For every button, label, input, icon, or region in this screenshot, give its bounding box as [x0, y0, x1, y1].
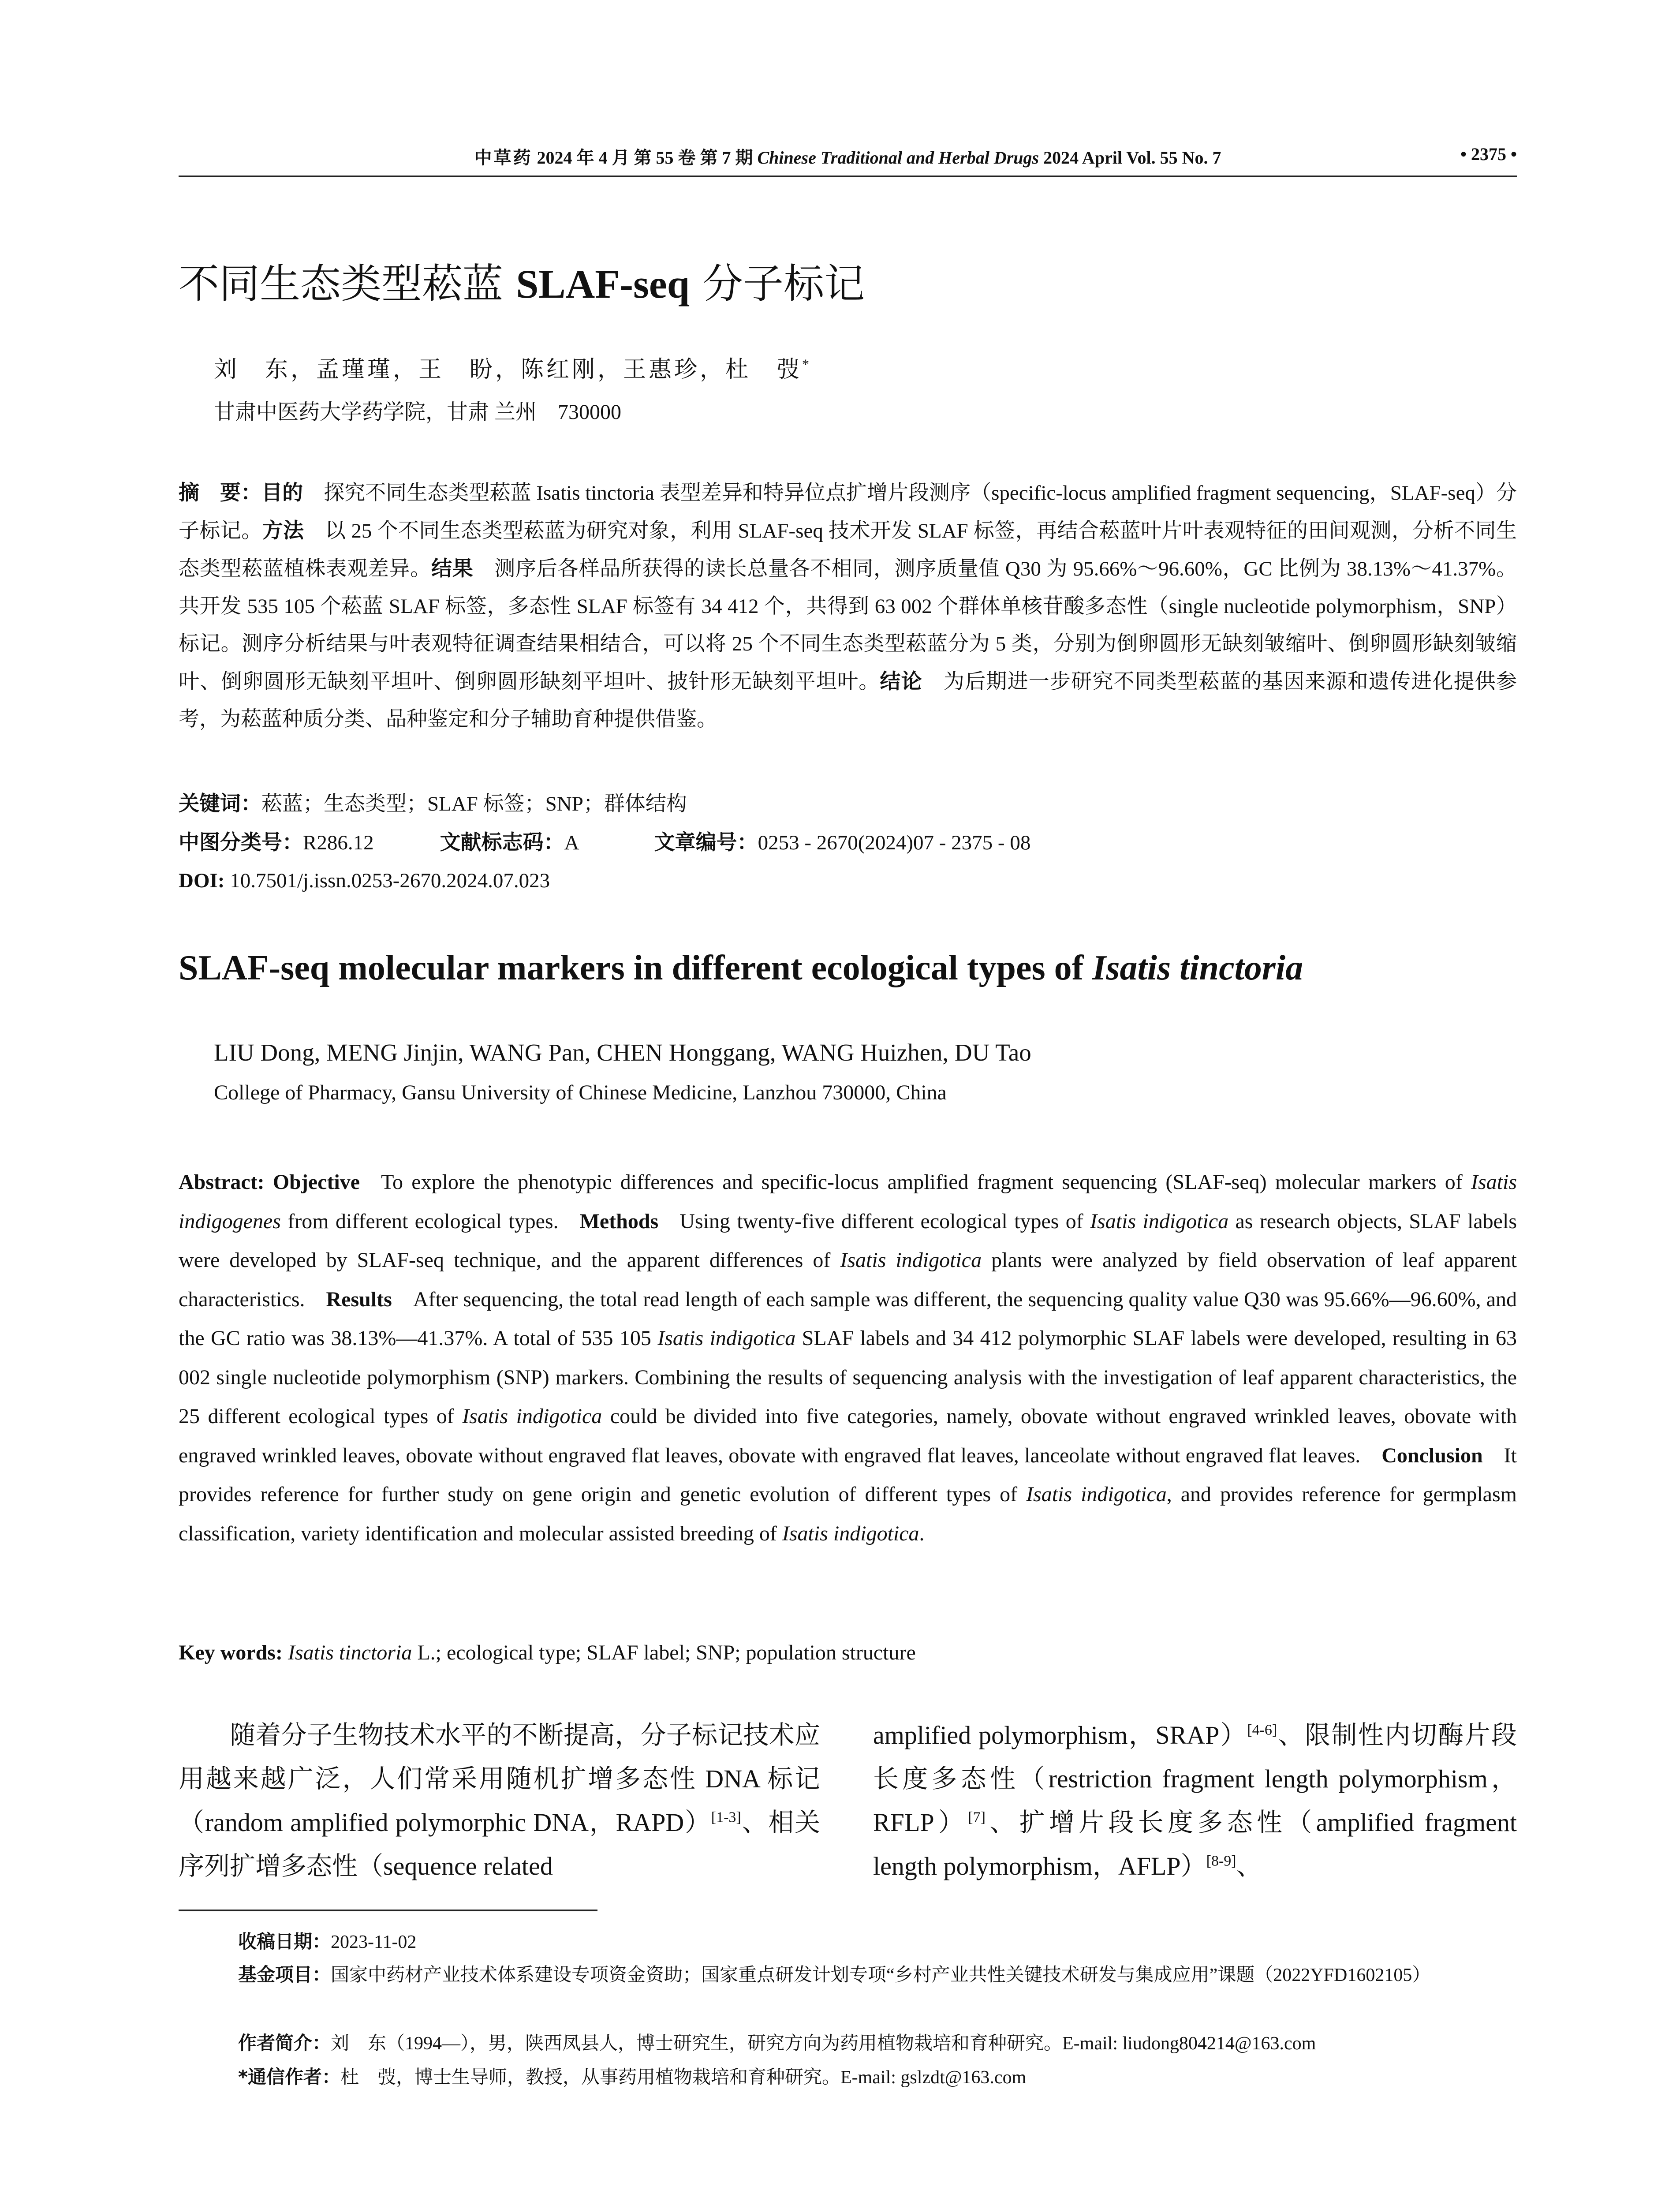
abstract-en-methods-end: plants were analyzed by field observation of leaf apparent characteristics.	[179, 1248, 1517, 1311]
doi-label: DOI:	[179, 869, 225, 892]
title-cn-part2: SLAF-seq	[516, 262, 690, 306]
authors-cn	[214, 351, 809, 384]
footnote-corresponding	[238, 2060, 1026, 2094]
journal-name-en: Chinese Traditional and Herbal Drugs	[757, 148, 1039, 168]
abstract-en-label: Abstract: Objective	[179, 1170, 360, 1194]
keywords-cn-text: 菘蓝；生态类型；SLAF 标签；SNP；群体结构	[261, 792, 687, 815]
title-en-part1: SLAF-seq molecular markers in different ecological types of	[179, 949, 1093, 987]
abstract-en-results-end: could be divided into five categories, namely, obovate without engraved wrinkled leaves, obovate with engraved wrinkled leaves, obovate without engraved flat leaves, obovate with engraved flat leaves, lanceolate without engraved flat leaves.	[179, 1405, 1517, 1467]
title-cn-part3: 分子标记	[689, 260, 865, 307]
authors-en: LIU Dong, MENG Jinjin, WANG Pan, CHEN Honggang, WANG Huizhen, DU Tao	[214, 1039, 1031, 1066]
page-number: • 2375 •	[1460, 144, 1517, 164]
abstract-en-species: Isatis indigotica	[657, 1327, 796, 1350]
classification-line	[179, 824, 1030, 862]
corresponding-label: *通信作者：	[238, 2066, 340, 2088]
doi-line	[179, 862, 550, 900]
citation-ref[interactable]: [4-6]	[1247, 1722, 1277, 1738]
issue-cn: 2024 年 4 月 第 55 卷 第 7 期	[537, 148, 753, 168]
title-cn	[179, 251, 865, 310]
abstract-cn-objective: 探究不同生态类型菘蓝 Isatis tinctoria 表型差异和特异位点扩增片段测序（specific-locus amplified fragment sequencing，SLAF-seq）分子标记。	[179, 482, 1517, 542]
abstract-en-conclusion-end: .	[919, 1521, 925, 1545]
abstract-en-species: Isatis indigotica	[840, 1248, 982, 1272]
body-right-text-end: 、	[1236, 1852, 1262, 1880]
author-bio-label: 作者简介：	[238, 2032, 331, 2054]
issue-en: 2024 April Vol. 55 No. 7	[1043, 148, 1221, 168]
footnote-author	[238, 2026, 1316, 2060]
abstract-en-objective-end: from different ecological types.	[280, 1209, 559, 1233]
abstract-en	[179, 1163, 1517, 1553]
abstract-en-methods-cont: as research objects, SLAF labels were developed by SLAF-seq technique, and the apparent differences of	[179, 1209, 1517, 1272]
header-rule	[179, 176, 1517, 177]
author-bio-text: 刘 东（1994—），男，陕西凤县人，博士研究生，研究方向为药用植物栽培和育种研究。E-mail: liudong804214@163.com	[331, 2033, 1316, 2054]
abstract-cn-objective-label: 目的	[261, 481, 303, 505]
body-column-left	[179, 1713, 820, 1888]
title-en	[179, 948, 1303, 988]
abstract-en-results: After sequencing, the total read length of each sample was different, the sequencing quality value Q30 was 95.66%—96.60%, and the GC ratio was 38.13%—41.37%. A total of 535 105	[179, 1287, 1517, 1350]
keywords-en-species: Isatis tinctoria	[282, 1641, 412, 1664]
corresponding-text: 杜 弢，博士生导师，教授，从事药用植物栽培和育种研究。E-mail: gslzdt@163.com	[340, 2067, 1027, 2088]
keywords-cn-label: 关键词：	[179, 792, 261, 816]
clc-value: R286.12	[303, 831, 374, 854]
citation-ref[interactable]: [7]	[968, 1809, 986, 1826]
title-cn-part1: 不同生态类型菘蓝	[179, 260, 516, 307]
affiliation-en: College of Pharmacy, Gansu University of Chinese Medicine, Lanzhou 730000, China	[214, 1081, 947, 1104]
body-right-text-cont: 、限制性内切酶片段长度多态性（restriction fragment length polymorphism，RFLP）	[873, 1721, 1517, 1837]
corresponding-mark: *	[802, 356, 810, 372]
footnote-rule	[179, 1910, 597, 1911]
abstract-cn-results: 测序后各样品所获得的读长总量各不相同，测序质量值 Q30 为 95.66%～96.60%，GC 比例为 38.13%～41.37%。共开发 535 105 个菘蓝 SLAF 标签，多态性 SLAF 标签有 34 412 个，共得到 63 002 个群体单核苷酸多态性（single nucleotide polymorphism，SNP）标记。测序分析结果与叶表观特征调查结果相结合，可以将 25 个不同生态类型菘蓝分为 5 类，分别为倒卵圆形无缺刻皱缩叶、倒卵圆形缺刻皱缩叶、倒卵圆形无缺刻平坦叶、倒卵圆形缺刻平坦叶、披针形无缺刻平坦叶。	[179, 557, 1517, 693]
abstract-cn-results-label: 结果	[431, 557, 474, 581]
keywords-en	[179, 1634, 916, 1671]
doi-value[interactable]: 10.7501/j.issn.0253-2670.2024.07.023	[224, 869, 550, 892]
journal-name-cn: 中草药	[474, 147, 533, 168]
keywords-en-label: Key words:	[179, 1641, 283, 1664]
citation-ref[interactable]: [1-3]	[711, 1809, 741, 1826]
abstract-cn	[179, 474, 1517, 738]
body-right-text-cont2: 、扩增片段长度多态性（amplified fragment length polymorphism，AFLP）	[873, 1808, 1517, 1880]
keywords-en-text: L.; ecological type; SLAF label; SNP; population structure	[412, 1641, 916, 1664]
abstract-en-species: Isatis indigogenes	[179, 1170, 1517, 1233]
abstract-cn-conclusion: 为后期进一步研究不同类型菘蓝的基因来源和遗传进化提供参考，为菘蓝种质分类、品种鉴定和分子辅助育种提供借鉴。	[179, 670, 1517, 731]
footnote-fund	[238, 1958, 1517, 1992]
header-journal-info	[179, 144, 1517, 169]
footnote-received	[238, 1925, 416, 1959]
abstract-en-species: Isatis indigotica	[1026, 1483, 1167, 1506]
affiliation-cn: 甘肃中医药大学药学院，甘肃 兰州 730000	[214, 400, 622, 424]
abstract-en-methods-label: Methods	[579, 1209, 659, 1233]
abstract-en-species: Isatis indigotica	[782, 1521, 919, 1545]
body-left-text-cont: 、相关序列扩增多态性（sequence related	[179, 1808, 820, 1880]
abstract-en-results-label: Results	[326, 1287, 392, 1311]
abstract-en-conclusion-label: Conclusion	[1381, 1443, 1483, 1467]
abstract-en-species: Isatis indigotica	[462, 1405, 602, 1428]
abstract-en-methods: Using twenty-five different ecological types of	[679, 1209, 1090, 1233]
abstract-cn-methods: 以 25 个不同生态类型菘蓝为研究对象，利用 SLAF-seq 技术开发 SLAF 标签，再结合菘蓝叶片叶表观特征的田间观测，分析不同生态类型菘蓝植株表观差异。	[179, 519, 1517, 580]
body-left-text: 随着分子生物技术水平的不断提高，分子标记技术应用越来越广泛，人们常采用随机扩增多态性 DNA 标记（random amplified polymorphic DNA，RAPD）	[179, 1721, 820, 1837]
clc-label: 中图分类号：	[179, 830, 303, 855]
abstract-cn-methods-label: 方法	[262, 519, 304, 543]
article-number-label: 文章编号：	[654, 830, 758, 855]
abstract-en-conclusion: It provides reference for further study on gene origin and genetic evolution of different types of	[179, 1443, 1517, 1506]
abstract-en-results-cont: SLAF labels and 34 412 polymorphic SLAF labels were developed, resulting in 63 002 single nucleotide polymorphism (SNP) markers. Combining the results of sequencing analysis with the investigation of leaf apparent characteristics, the 25 different ecological types of	[179, 1327, 1517, 1428]
received-date: 2023-11-02	[331, 1932, 417, 1952]
running-header	[179, 140, 1517, 176]
doc-code-value: A	[564, 831, 579, 854]
fund-text: 国家中药材产业技术体系建设专项资金资助；国家重点研发计划专项“乡村产业共性关键技术研发与集成应用”课题（2022YFD1602105）	[331, 1965, 1431, 1985]
abstract-en-species: Isatis indigotica	[1090, 1209, 1229, 1233]
abstract-en-objective: To explore the phenotypic differences and specific-locus amplified fragment sequencing (SLAF-seq) molecular markers of	[381, 1170, 1471, 1194]
authors-cn-names: 刘 东，孟瑾瑾，王 盼，陈红刚，王惠珍，杜 弢	[214, 357, 803, 382]
abstract-en-conclusion-cont: , and provides reference for germplasm classification, variety identification and molecular assisted breeding of	[179, 1483, 1517, 1545]
citation-ref[interactable]: [8-9]	[1206, 1853, 1236, 1869]
abstract-cn-conclusion-label: 结论	[880, 669, 922, 694]
article-number-value: 0253 - 2670(2024)07 - 2375 - 08	[758, 831, 1031, 854]
body-column-right	[873, 1713, 1517, 1888]
title-en-species: Isatis tinctoria	[1092, 949, 1303, 987]
abstract-cn-label: 摘 要：	[179, 481, 262, 505]
body-right-text: amplified polymorphism，SRAP）	[873, 1721, 1247, 1749]
doc-code-label: 文献标志码：	[440, 830, 564, 855]
received-label: 收稿日期：	[238, 1931, 331, 1952]
fund-label: 基金项目：	[238, 1964, 331, 1985]
keywords-cn	[179, 785, 687, 823]
